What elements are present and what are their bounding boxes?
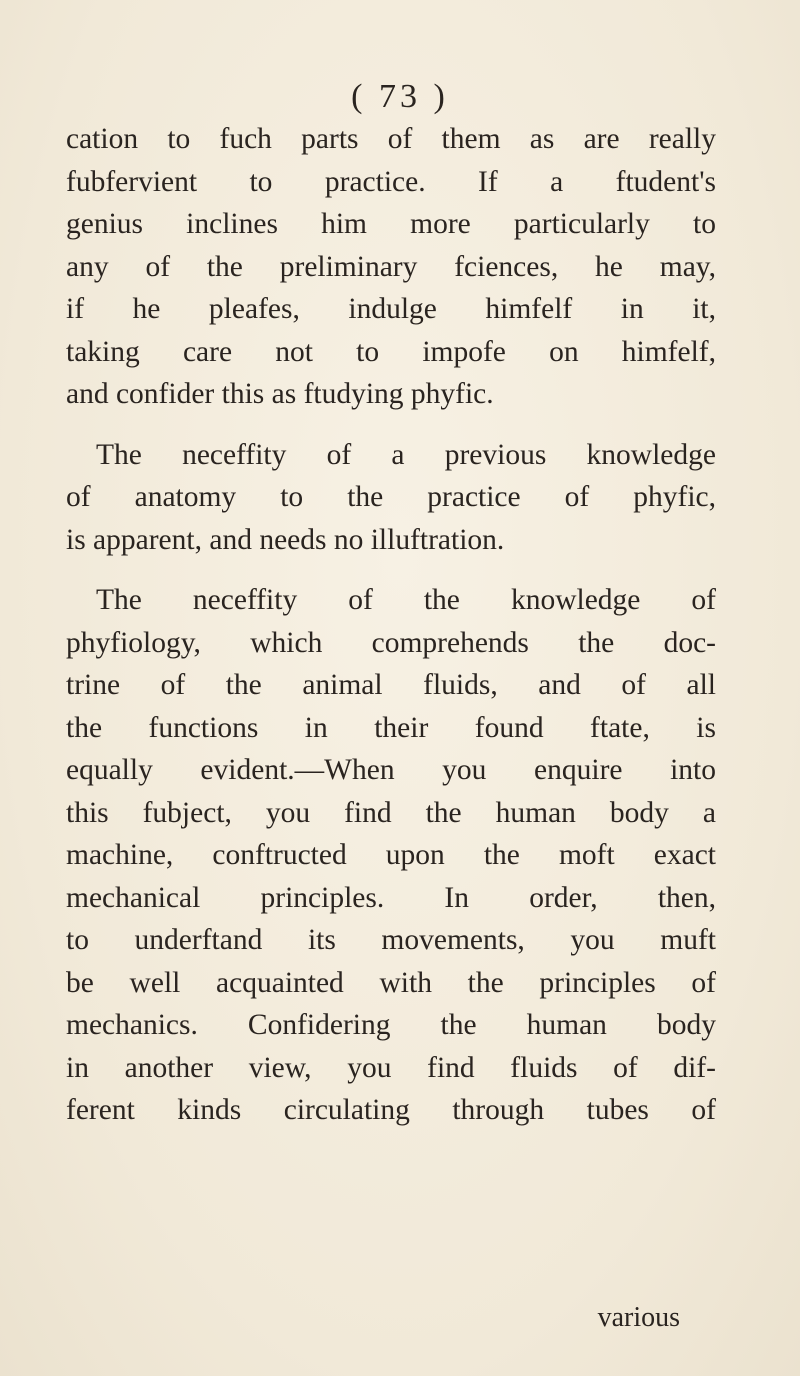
- text-line: any of the preliminary fciences, he may,: [66, 250, 716, 283]
- text-line: taking care not to impofe on himfelf,: [66, 335, 716, 368]
- text-line: and confider this as ftudying phyfic.: [66, 378, 494, 410]
- body-text: [66, 118, 716, 1132]
- text-line: ferent kinds circulating through tubes of: [66, 1094, 716, 1126]
- text-line: machine, conftructed upon the moft exact: [66, 839, 716, 871]
- paragraph-1: [66, 118, 716, 416]
- text-line: the functions in their found ftate, is: [66, 711, 716, 744]
- text-line: fubfervient to practice. If a ftudent's: [66, 165, 716, 198]
- text-line: mechanics. Confidering the human body: [66, 1009, 716, 1041]
- page-number-header: ( 73 ): [351, 78, 449, 115]
- text-line: cation to fuch parts of them as are really: [66, 123, 716, 155]
- text-line: equally evident.—When you enquire into: [66, 754, 716, 786]
- catchword: various: [597, 1302, 680, 1333]
- text-line: of anatomy to the practice of phyfic,: [66, 481, 716, 513]
- text-line: this fubject, you find the human body a: [66, 796, 716, 829]
- text-line: The neceffity of a previous knowledge: [96, 438, 716, 471]
- text-line: trine of the animal fluids, and of all: [66, 669, 716, 701]
- text-line: if he pleafes, indulge himfelf in it,: [66, 293, 716, 325]
- paragraph-3: [66, 579, 716, 1132]
- text-line: phyfiology, which comprehends the doc-: [66, 626, 716, 659]
- text-line: mechanical principles. In order, then,: [66, 881, 716, 914]
- text-line: to underftand its movements, you muft: [66, 924, 716, 956]
- text-line: in another view, you find fluids of dif-: [66, 1051, 716, 1084]
- text-line: The neceffity of the knowledge of: [96, 584, 716, 616]
- paragraph-2: [66, 434, 716, 562]
- text-line: is apparent, and needs no illuftration.: [66, 523, 505, 556]
- text-line: be well acquainted with the principles of: [66, 966, 716, 999]
- text-line: genius inclines him more particularly to: [66, 208, 716, 240]
